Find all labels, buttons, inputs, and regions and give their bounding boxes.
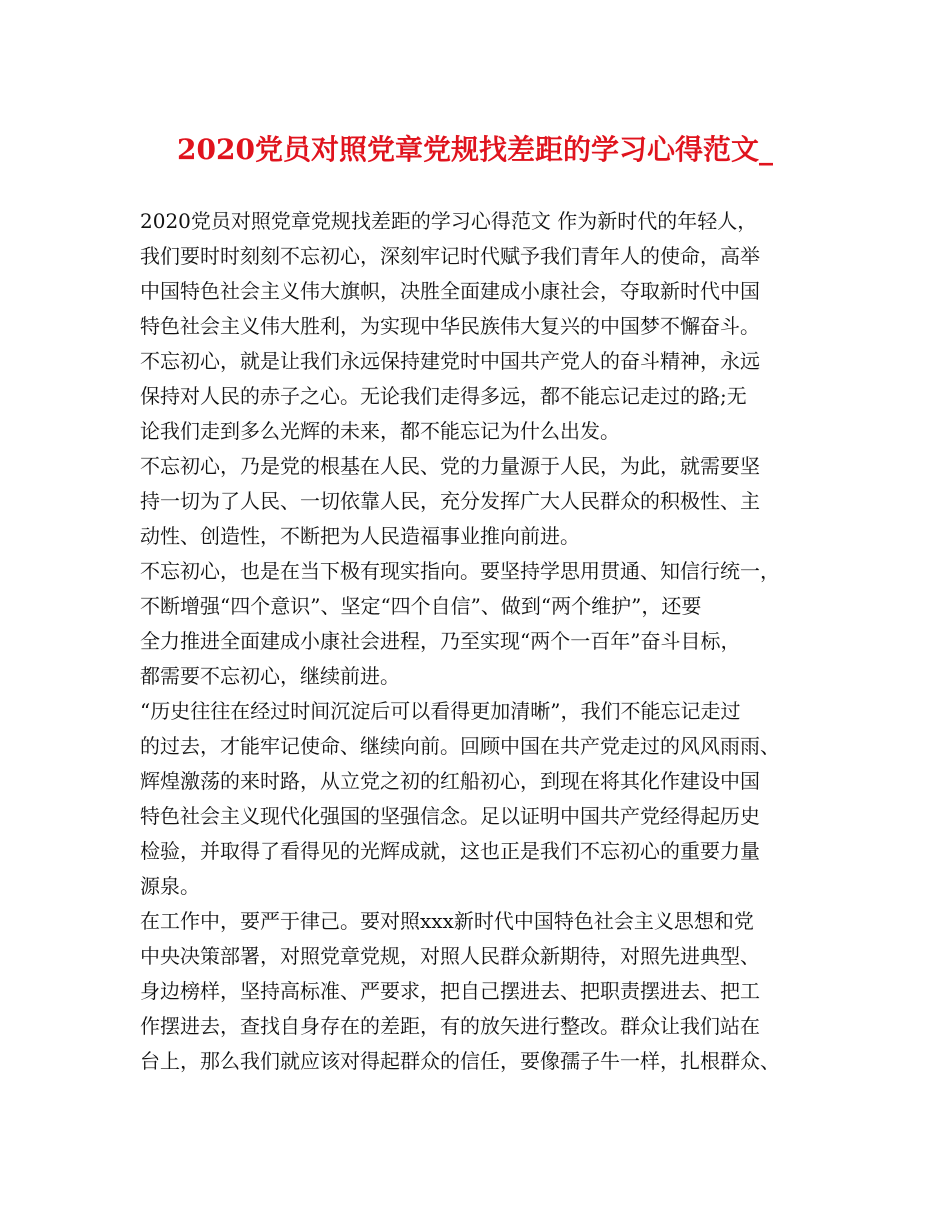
- body-line: 检验，并取得了看得见的光辉成就，这也正是我们不忘初心的重要力量: [140, 839, 760, 863]
- body-line: 持一切为了人民、一切依靠人民，充分发挥广大人民群众的积极性、主: [140, 489, 760, 513]
- body-line: 中国特色社会主义伟大旗帜，决胜全面建成小康社会，夺取新时代中国: [140, 279, 760, 303]
- document-title: 2020党员对照党章党规找差距的学习心得范文_: [177, 133, 773, 166]
- body-line: 2020党员对照党章党规找差距的学习心得范文 作为新时代的年轻人，: [140, 209, 758, 233]
- body-line: 全力推进全面建成小康社会进程，乃至实现“两个一百年”奋斗目标，: [140, 629, 741, 653]
- document-body: [140, 204, 830, 1079]
- body-line: 的过去，才能牢记使命、继续向前。回顾中国在共产党走过的风风雨雨、: [140, 734, 780, 758]
- body-line: 论我们走到多么光辉的未来，都不能忘记为什么出发。: [140, 419, 620, 443]
- body-line: 作摆进去，查找自身存在的差距，有的放矢进行整改。群众让我们站在: [140, 1014, 760, 1038]
- body-line: 动性、创造性，不断把为人民造福事业推向前进。: [140, 524, 580, 548]
- body-line: 我们要时时刻刻不忘初心，深刻牢记时代赋予我们青年人的使命，高举: [140, 244, 760, 268]
- body-line: 辉煌激荡的来时路，从立党之初的红船初心，到现在将其化作建设中国: [140, 769, 760, 793]
- body-line: 保持对人民的赤子之心。无论我们走得多远，都不能忘记走过的路;无: [140, 384, 747, 408]
- body-line: 特色社会主义现代化强国的坚强信念。足以证明中国共产党经得起历史: [140, 804, 760, 828]
- body-line: 身边榜样，坚持高标准、严要求，把自己摆进去、把职责摆进去、把工: [140, 979, 760, 1003]
- body-line: 台上，那么我们就应该对得起群众的信任，要像孺子牛一样，扎根群众、: [140, 1049, 780, 1073]
- body-line: 中央决策部署，对照党章党规，对照人民群众新期待，对照先进典型、: [140, 944, 760, 968]
- body-line: 在工作中，要严于律己。要对照xxx新时代中国特色社会主义思想和党: [140, 909, 754, 933]
- body-line: 特色社会主义伟大胜利，为实现中华民族伟大复兴的中国梦不懈奋斗。: [140, 314, 760, 338]
- body-line: 不忘初心，就是让我们永远保持建党时中国共产党人的奋斗精神，永远: [140, 349, 760, 373]
- body-line: 不断增强“四个意识”、坚定“四个自信”、做到“两个维护”，还要: [140, 594, 702, 618]
- body-line: 不忘初心，乃是党的根基在人民、党的力量源于人民，为此，就需要坚: [140, 454, 760, 478]
- body-line: 不忘初心，也是在当下极有现实指向。要坚持学思用贯通、知信行统一，: [140, 559, 780, 583]
- body-line: 源泉。: [140, 874, 200, 898]
- body-line: “历史往往在经过时间沉淀后可以看得更加清晰”，我们不能忘记走过: [140, 699, 741, 723]
- body-line: 都需要不忘初心，继续前进。: [140, 664, 400, 688]
